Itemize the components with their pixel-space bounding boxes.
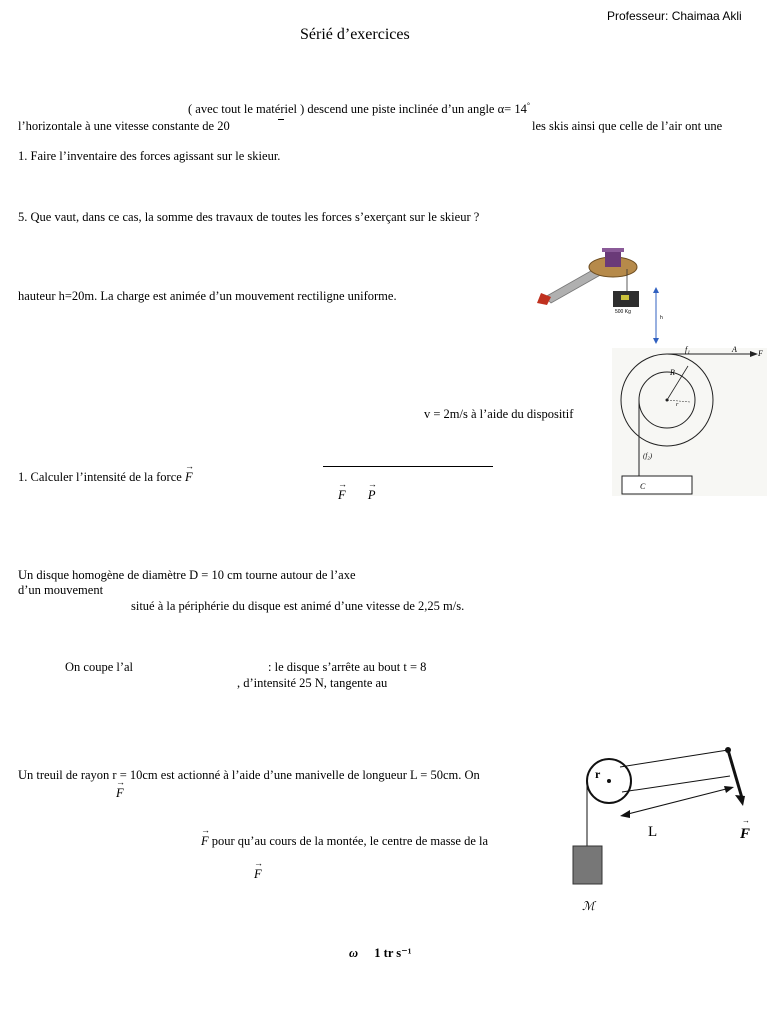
winch-label-M: ℳ: [582, 899, 595, 913]
ex2-line: hauteur h=20m. La charge est animée d’un mouvement rectiligne uniforme.: [18, 289, 397, 303]
ex5-vector-F1: [116, 787, 124, 800]
height-label: h: [660, 315, 663, 321]
ex4-line5: , d’intensité 25 N, tangente au: [237, 676, 388, 690]
ex4-line1: Un disque homogène de diamètre D = 10 cm tourne autour de l’axe: [18, 568, 356, 582]
ex4-line4-right: : le disque s’arrête au bout t = 8: [268, 660, 427, 674]
label-f1: f₁: [685, 345, 691, 354]
load-C: [622, 476, 692, 494]
ex4-line2: d’un mouvement: [18, 583, 104, 597]
page-title: Sérié d’exercices: [300, 26, 410, 43]
professor-name: Professeur: Chaimaa Akli: [607, 9, 742, 23]
ex5-line2-text: pour qu’au cours de la montée, le centre de masse de la: [211, 834, 489, 848]
ex3-question-1: [18, 471, 193, 484]
winch-mass: [573, 846, 602, 884]
vector-P-label: → P: [368, 489, 376, 502]
ex5-vector-F3: [254, 868, 262, 881]
vector-F-label: → F: [338, 489, 346, 502]
ex4-line3: situé à la périphérie du disque est animé d’une vitesse de 2,25 m/s.: [131, 599, 465, 613]
omega-line: [349, 947, 412, 960]
winch-label-r: r: [595, 767, 601, 781]
vector-F-symbol-3: → F: [254, 868, 262, 881]
ex1-unit-mark: [278, 119, 284, 120]
vector-F-symbol-2: → F: [201, 835, 209, 848]
ex3-speed: v = 2m/s à l’aide du dispositif: [424, 407, 574, 421]
label-r: r: [676, 402, 679, 408]
ex1-line2-left: l’horizontale à une vitesse constante de 20: [18, 119, 230, 133]
ex5-line1: Un treuil de rayon r = 10cm est actionné à l’aide d’une manivelle de longueur L = 50cm. On: [18, 768, 480, 782]
ex1-degree: °: [526, 101, 531, 110]
winch-label-L: L: [648, 824, 658, 840]
omega-value: 1 tr s⁻¹: [374, 946, 412, 960]
vector-F-symbol: → F: [185, 471, 193, 484]
ex4-line4-left: On coupe l’al: [65, 660, 134, 674]
ex1-line1: [188, 102, 530, 116]
label-A: A: [732, 345, 737, 354]
mass-label: 500 Kg: [615, 309, 631, 315]
label-f2: (f₂): [643, 452, 653, 460]
ex3-vectors: [338, 489, 376, 502]
ex1-line2-right: les skis ainsi que celle de l’air ont une: [532, 119, 723, 133]
winch-diagram: [562, 740, 762, 915]
ex5-line2: [201, 835, 488, 848]
crane-diagram: [535, 245, 675, 345]
ex1-question-1: 1. Faire l’inventaire des forces agissant sur le skieur.: [18, 149, 281, 163]
svg-text:→: →: [742, 816, 750, 825]
winch-label-F: F: [740, 826, 751, 842]
label-F: F: [758, 349, 763, 358]
ex3-fraction-bar: [323, 466, 493, 467]
ex1-question-5: 5. Que vaut, dans ce cas, la somme des travaux de toutes les forces s’exerçant sur le skieur ?: [18, 210, 480, 224]
vector-F-symbol-1: → F: [116, 787, 124, 800]
ex1-line1-text: ( avec tout le matériel ) descend une piste inclinée d’un angle α= 14: [188, 102, 527, 117]
pulley-diagram: [612, 345, 767, 496]
label-C: C: [640, 482, 646, 491]
label-R: R: [670, 368, 675, 377]
omega-symbol: ω: [349, 946, 359, 960]
ex3-question-1-text: 1. Calculer l’intensité de la force: [18, 470, 182, 484]
